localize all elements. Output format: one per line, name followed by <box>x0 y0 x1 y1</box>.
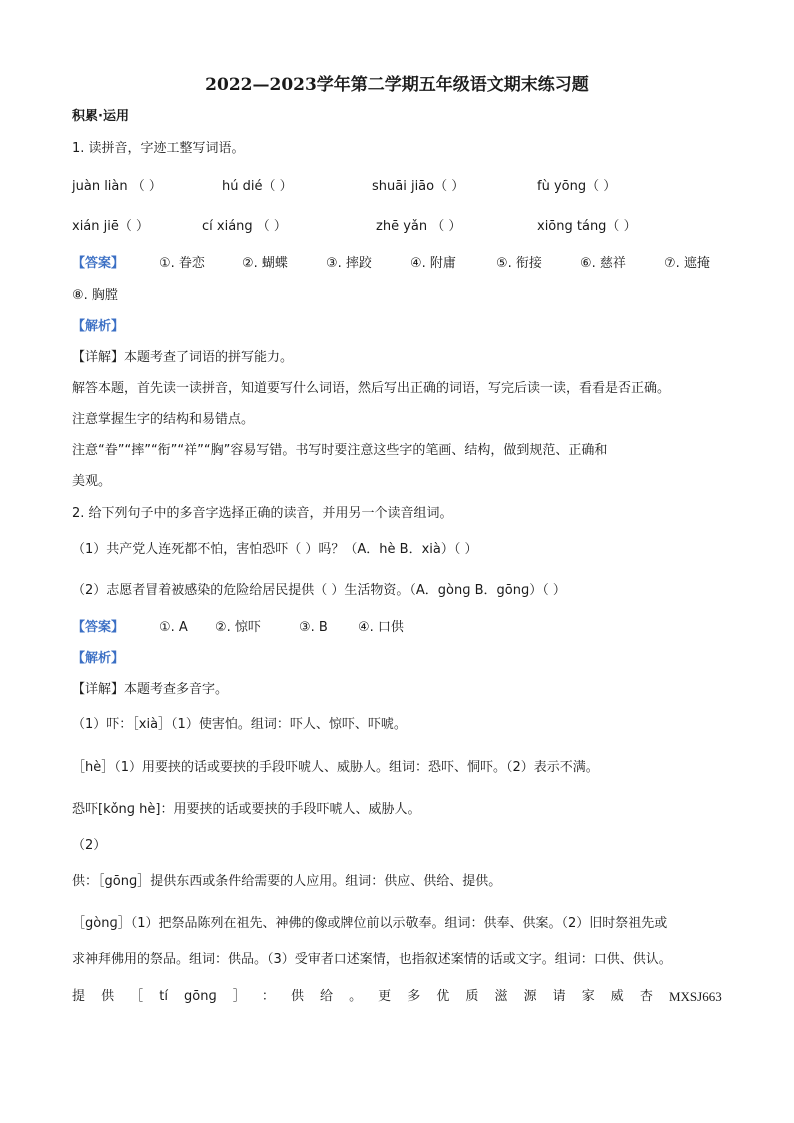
paragraph: 解答本题，首先读一读拼音，知道要写什么词语，然后写出正确的词语，写完后读一读，看看是否正确。 <box>72 381 671 396</box>
answer-item: ①. A <box>159 620 188 635</box>
char: 给 <box>320 989 334 1004</box>
explanation-line: ［hè］（1）用要挟的话或要挟的手段吓唬人、威胁人。组词：恐吓、恫吓。（2）表示不满。 <box>72 760 599 775</box>
char: ［ <box>130 989 144 1004</box>
explanation-line: 恐吓[kǒnɡ hè]：用要挟的话或要挟的手段吓唬人、威胁人。 <box>72 802 421 817</box>
pinyin-item: cí xiáng （ ） <box>202 219 287 234</box>
char: gōnɡ <box>184 989 217 1004</box>
analysis-tag: 【解析】 <box>72 319 125 334</box>
pinyin-item: zhē yǎn （ ） <box>376 219 462 234</box>
pinyin-item: fù yōng（ ） <box>537 179 617 194</box>
char: 多 <box>407 989 421 1004</box>
watermark-code: MXSJ663 <box>668 989 722 1004</box>
char: 威 <box>610 989 624 1004</box>
explanation-line: 求神拜佛用的祭品。组词：供品。（3）受审者口述案情，也指叙述案情的话或文字。组词：口供、供认。 <box>72 952 672 967</box>
answer-tag: 【答案】 <box>72 256 125 271</box>
answer-item: ⑤. 衔接 <box>496 256 542 271</box>
explanation-line: ［gònɡ］（1）把祭品陈列在祖先、神佛的像或牌位前以示敬奉。组词：供奉、供案。（2）旧时祭祖先或 <box>72 916 668 931</box>
char: 供 <box>290 989 304 1004</box>
answer-item: ①. 眷恋 <box>159 256 205 271</box>
last-line <box>72 988 722 1006</box>
char: 家 <box>581 989 595 1004</box>
paragraph: 注意掌握生字的结构和易错点。 <box>72 412 255 427</box>
pinyin-item: xiōng táng（ ） <box>537 219 637 234</box>
char: 质 <box>465 989 479 1004</box>
answer-item: ②. 蝴蝶 <box>242 256 288 271</box>
sub-question: （2）志愿者冒着被感染的危险给居民提供（ ）生活物资。（A．gònɡ B．gōnɡ）（ ） <box>72 583 566 598</box>
answer-item: ⑧. 胸膛 <box>72 288 118 303</box>
char: 。 <box>349 989 363 1004</box>
char: 供 <box>101 989 115 1004</box>
answer-row <box>72 255 752 273</box>
explanation-line: （2） <box>72 838 107 853</box>
detail-line: 【详解】本题考查多音字。 <box>72 682 229 697</box>
page-title: 2022—2023学年第二学期五年级语文期末练习题 <box>205 75 589 95</box>
char: 优 <box>436 989 450 1004</box>
char: 杏 <box>639 989 653 1004</box>
paragraph: 注意“眷”“摔”“衔”“祥”“胸”容易写错。书写时要注意这些字的笔画、结构，做到规范、正确和 <box>72 443 608 458</box>
answer-item: ③. B <box>299 620 328 635</box>
pinyin-item: juàn liàn （ ） <box>72 179 162 194</box>
explanation-line: （1）吓：［xià］（1）使害怕。组词：吓人、惊吓、吓唬。 <box>72 717 407 732</box>
section-heading: 积累·运用 <box>72 109 129 124</box>
paragraph: 美观。 <box>72 474 112 489</box>
char: tí <box>159 989 168 1004</box>
char: 滋 <box>494 989 508 1004</box>
answer-item: ④. 附庸 <box>410 256 456 271</box>
detail-line: 【详解】本题考查了词语的拼写能力。 <box>72 350 294 365</box>
char: 源 <box>523 989 537 1004</box>
answer-row <box>72 619 752 637</box>
sub-question: （1）共产党人连死都不怕，害怕恐吓（ ）吗？（A．hè B．xià）（ ） <box>72 542 478 557</box>
char: 更 <box>378 989 392 1004</box>
char: 请 <box>552 989 566 1004</box>
answer-item: ⑦. 遮掩 <box>664 256 710 271</box>
pinyin-item: shuāi jiāo（ ） <box>372 179 465 194</box>
explanation-line: 供：［gōnɡ］提供东西或条件给需要的人应用。组词：供应、供给、提供。 <box>72 874 502 889</box>
answer-tag: 【答案】 <box>72 620 125 635</box>
question-2-stem: 2. 给下列句子中的多音字选择正确的读音，并用另一个读音组词。 <box>72 506 453 521</box>
char: ］ <box>232 989 246 1004</box>
answer-item: ②. 惊吓 <box>215 620 261 635</box>
char: ： <box>261 989 275 1004</box>
answer-item: ④. 口供 <box>358 620 404 635</box>
question-1-stem: 1. 读拼音，字迹工整写词语。 <box>72 141 245 156</box>
pinyin-item: hú dié（ ） <box>222 179 293 194</box>
answer-item: ③. 摔跤 <box>326 256 372 271</box>
analysis-tag: 【解析】 <box>72 651 125 666</box>
pinyin-item: xián jiē（ ） <box>72 219 149 234</box>
char: 提 <box>72 989 86 1004</box>
answer-item: ⑥. 慈祥 <box>580 256 626 271</box>
